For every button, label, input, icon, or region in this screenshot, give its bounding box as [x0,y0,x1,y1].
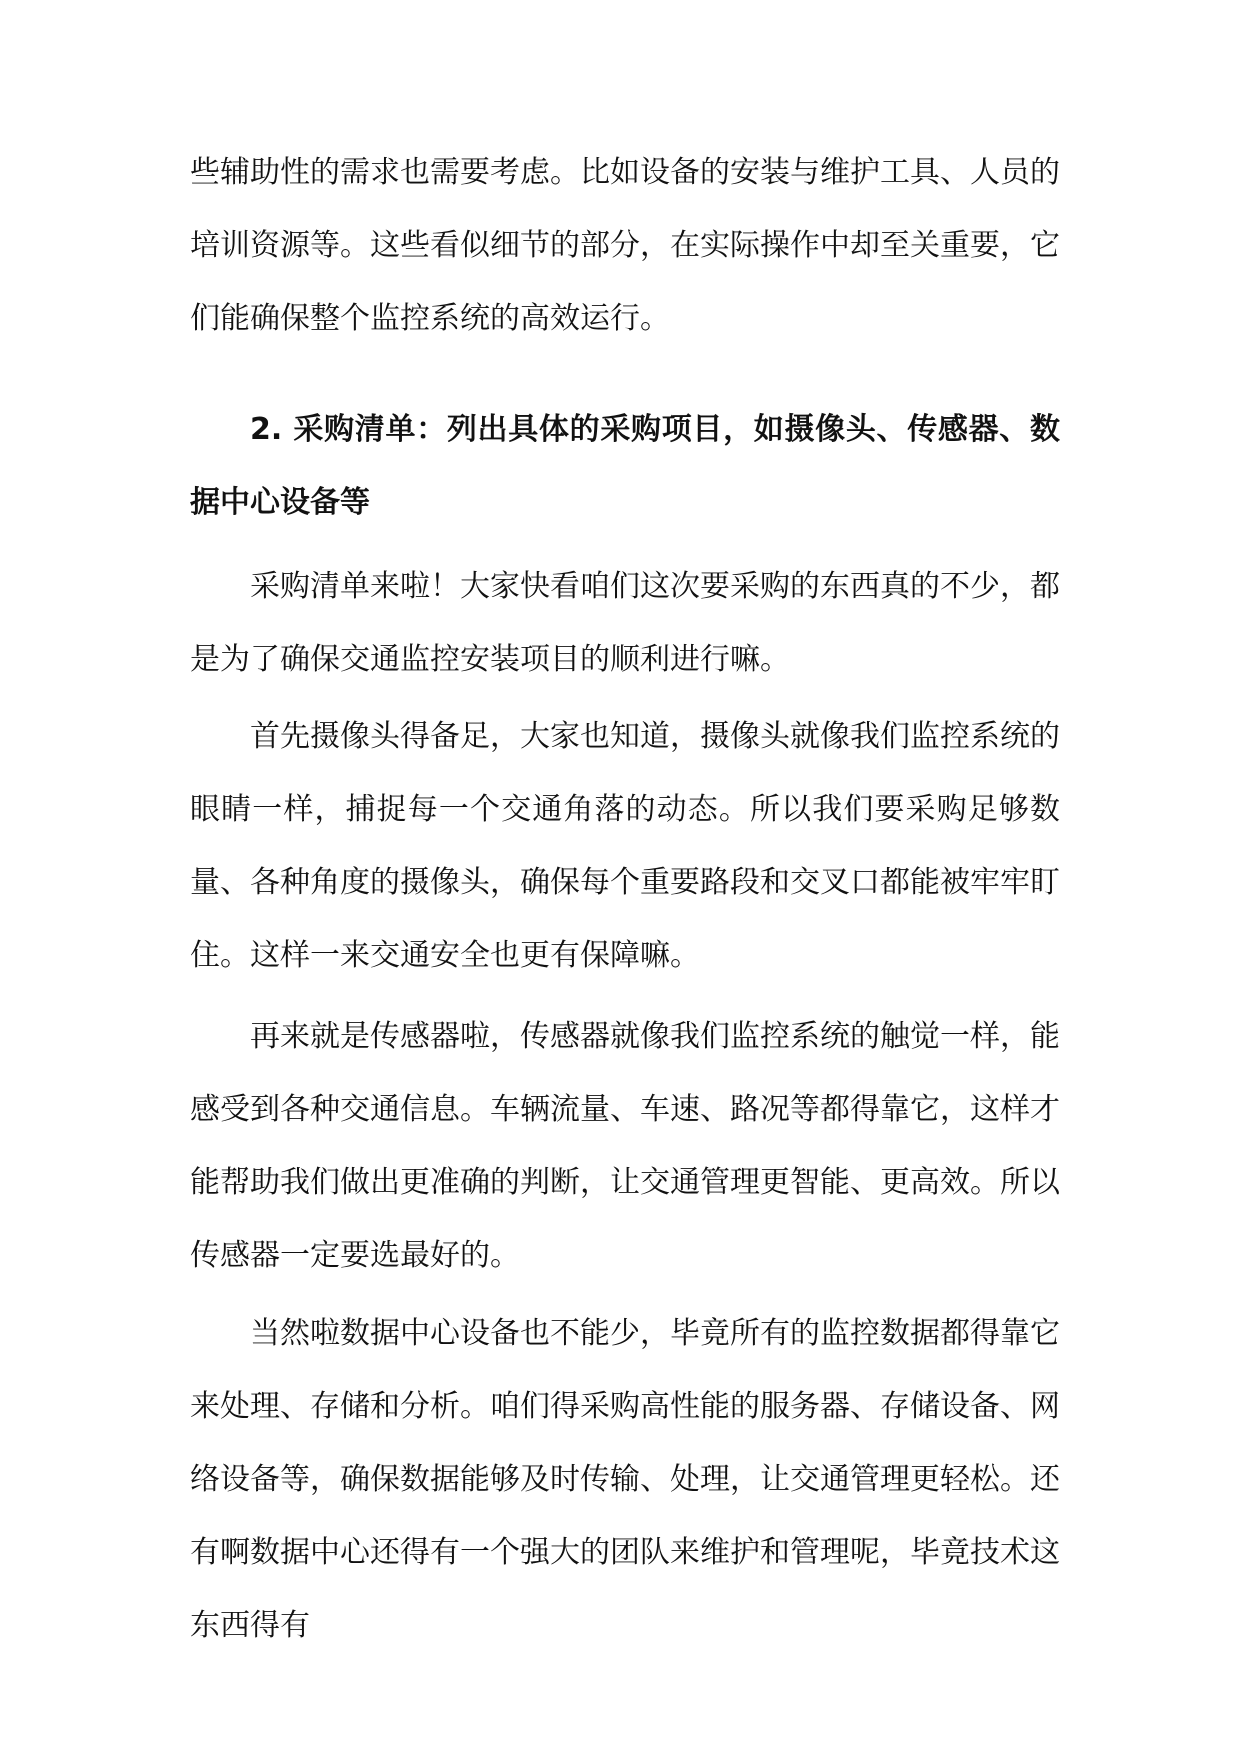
paragraph-sensors: 再来就是传感器啦，传感器就像我们监控系统的触觉一样，能感受到各种交通信息。车辆流量、车速、路况等都得靠它，这样才能帮助我们做出更准确的判断，让交通管理更智能、更高效。所以传感器一定要选最好的。 [190,1019,1060,1273]
paragraph-datacenter: 当然啦数据中心设备也不能少，毕竟所有的监控数据都得靠它来处理、存储和分析。咱们得采购高性能的服务器、存储设备、网络设备等，确保数据能够及时传输、处理，让交通管理更轻松。还有啊数据中心还得有一个强大的团队来维护和管理呢，毕竟技术这东西得有 [190,1316,1060,1643]
paragraph-continued: 些辅助性的需求也需要考虑。比如设备的安装与维护工具、人员的培训资源等。这些看似细节的部分，在实际操作中却至关重要，它们能确保整个监控系统的高效运行。 [190,155,1060,336]
paragraph-cameras: 首先摄像头得备足，大家也知道，摄像头就像我们监控系统的眼睛一样，捕捉每一个交通角落的动态。所以我们要采购足够数量、各种角度的摄像头，确保每个重要路段和交叉口都能被牢牢盯住。这样一来交通安全也更有保障嘛。 [190,719,1060,973]
paragraph-intro: 采购清单来啦！大家快看咱们这次要采购的东西真的不少，都是为了确保交通监控安装项目的顺利进行嘛。 [190,569,1060,677]
section-heading: 2. 采购清单：列出具体的采购项目，如摄像头、传感器、数据中心设备等 [190,412,1060,520]
